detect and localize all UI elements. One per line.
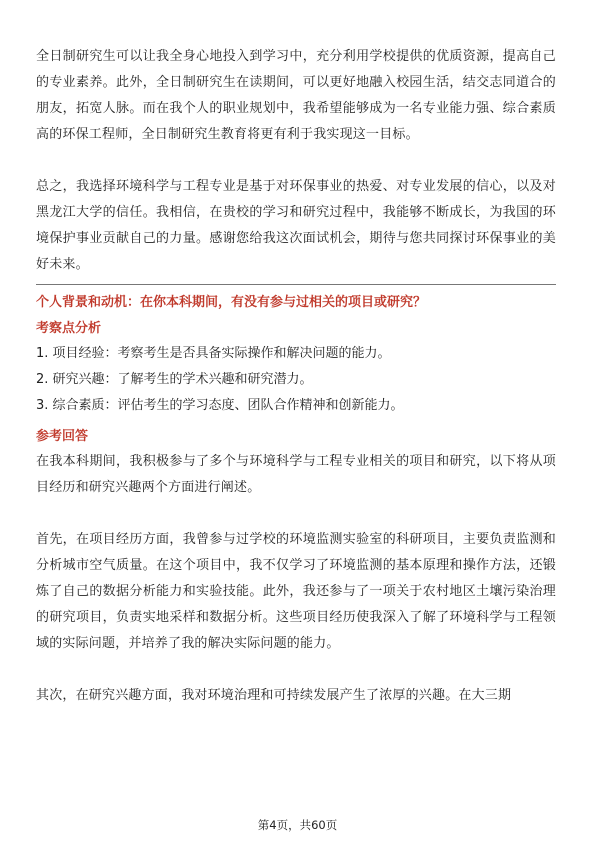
page-content [36,44,556,709]
answer-paragraph-2: 首先，在项目经历方面，我曾参与过学校的环境监测实验室的科研项目，主要负责监测和分析城市空气质量。在这个项目中，我不仅学习了环境监测的基本原理和操作方法，还锻炼了自己的数据分析能力和实验技能。此外，我还参与了一项关于农村地区土壤污染治理的研究项目，负责实地采样和数据分析。这些项目经历使我深入了解了环境科学与工程领域的实际问题，并培养了我的解决实际问题的能力。 [36,532,556,651]
answer-paragraph-3: 其次，在研究兴趣方面，我对环境治理和可持续发展产生了浓厚的兴趣。在大三期 [36,688,512,703]
page-footer: 第4页，共60页 [257,818,338,832]
analysis-title: 考察点分析 [36,321,102,336]
section-divider [36,284,556,285]
intro-paragraph-2: 总之，我选择环境科学与工程专业是基于对环保事业的热爱、对专业发展的信心，以及对黑龙江大学的信任。我相信，在贵校的学习和研究过程中，我能够不断成长，为我国的环境保护事业贡献自己的力量。感谢您给我这次面试机会，期待与您共同探讨环保事业的美好未来。 [36,179,556,272]
intro-paragraph-1: 全日制研究生可以让我全身心地投入到学习中，充分利用学校提供的优质资源，提高自己的专业素养。此外，全日制研究生在读期间，可以更好地融入校园生活，结交志同道合的朋友，拓宽人脉。而在我个人的职业规划中，我希望能够成为一名专业能力强、综合素质高的环保工程师，全日制研究生教育将更有利于我实现这一目标。 [36,49,556,142]
analysis-item: 2. 研究兴趣：了解考生的学术兴趣和研究潜力。 [36,372,313,387]
analysis-item: 3. 综合素质：评估考生的学习态度、团队合作精神和创新能力。 [36,398,404,413]
analysis-item: 1. 项目经验：考察考生是否具备实际操作和解决问题的能力。 [36,346,391,361]
answer-title: 参考回答 [36,429,89,444]
interview-question: 个人背景和动机：在你本科期间，有没有参与过相关的项目或研究？ [36,295,427,310]
answer-paragraph-1: 在我本科期间，我积极参与了多个与环境科学与工程专业相关的项目和研究，以下将从项目经历和研究兴趣两个方面进行阐述。 [36,454,556,495]
